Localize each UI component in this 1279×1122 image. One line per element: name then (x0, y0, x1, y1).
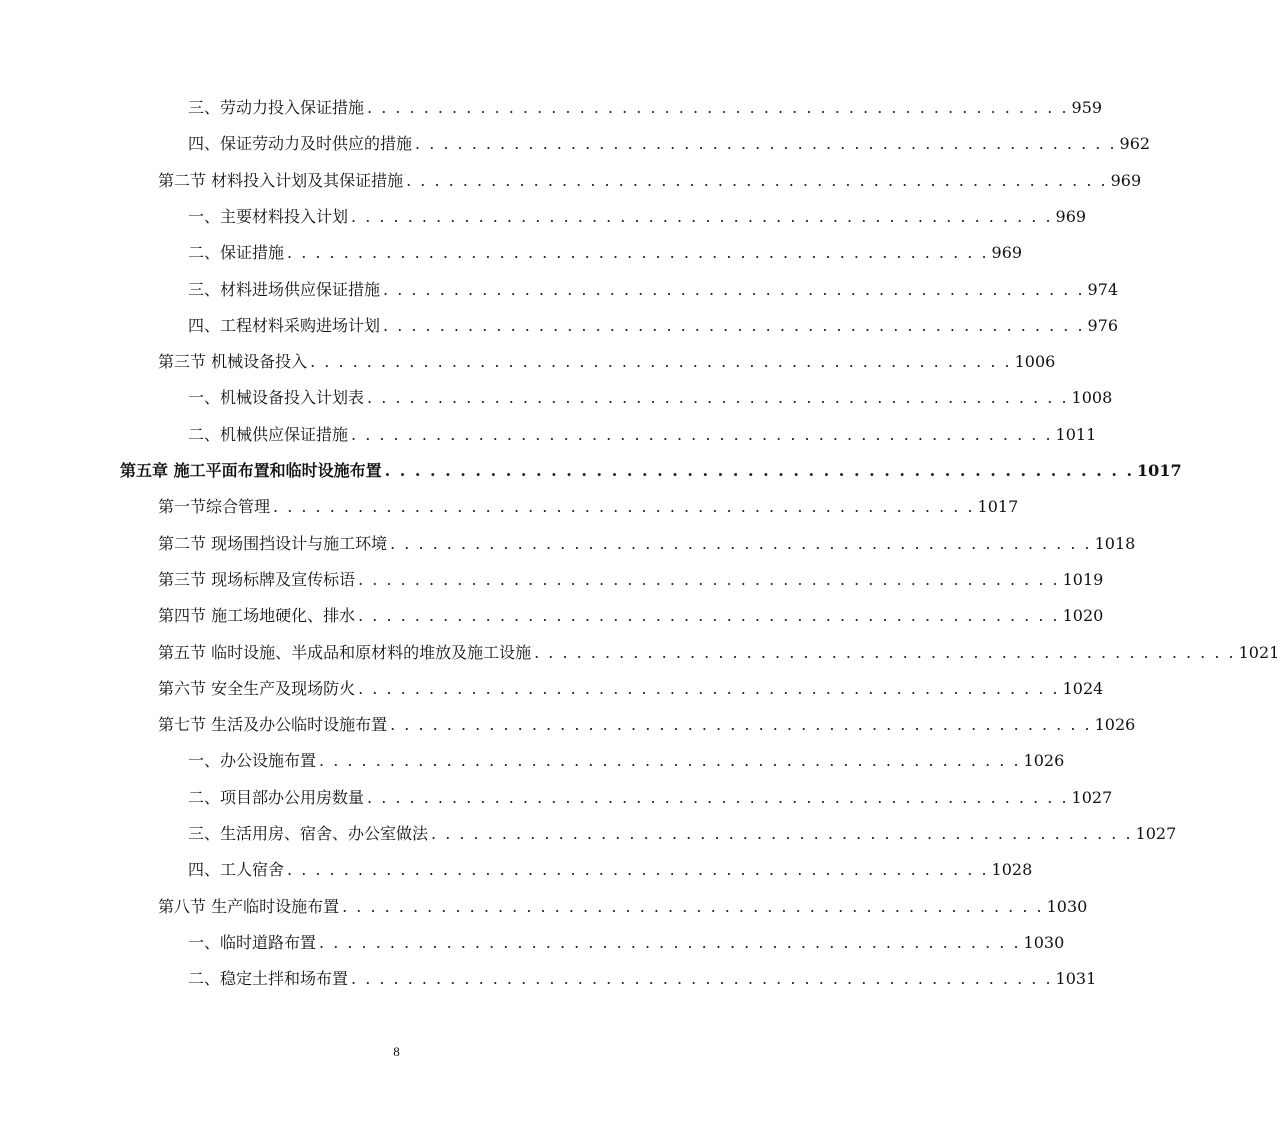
toc-entry-page: 1008 (1071, 388, 1113, 408)
toc-entry-title: 第七节 生活及办公临时设施布置 (158, 715, 388, 735)
toc-entry-page: 1024 (1062, 678, 1104, 698)
toc-entry-page: 976 (1087, 315, 1119, 335)
toc-entry-title: 四、工程材料采购进场计划 (188, 315, 381, 335)
toc-entry-page: 1017 (977, 497, 1019, 517)
toc-entry[interactable] (158, 344, 1056, 380)
toc-entry-title: 一、机械设备投入计划表 (188, 388, 365, 408)
toc-entry-page: 962 (1119, 134, 1151, 154)
toc-entry[interactable] (158, 489, 1019, 525)
toc-entry[interactable] (188, 743, 1065, 779)
toc-entry-page: 969 (1110, 170, 1142, 190)
toc-entry-title: 第六节 安全生产及现场防火 (158, 678, 356, 698)
dot-leader: . . . . . . . . . . . . . . . . . . . . . . . . . . . . . . . . . . . . . . . . . . . . . . . . . . (534, 642, 1236, 662)
toc-entry-page: 1031 (1055, 969, 1097, 989)
toc-entry-page: 974 (1087, 279, 1119, 299)
toc-entry-title: 第八节 生产临时设施布置 (158, 896, 340, 916)
dot-leader: . . . . . . . . . . . . . . . . . . . . . . . . . . . . . . . . . . . . . . . . . . . . . . . . . . (358, 569, 1060, 589)
dot-leader: . . . . . . . . . . . . . . . . . . . . . . . . . . . . . . . . . . . . . . . . . . . . . . . . . . (367, 98, 1069, 117)
toc-entry-title: 第二节 材料投入计划及其保证措施 (158, 170, 404, 190)
toc-entry-title: 第三节 机械设备投入 (158, 352, 308, 372)
toc-entry-page: 1021 (1238, 642, 1279, 662)
dot-leader: . . . . . . . . . . . . . . . . . . . . . . . . . . . . . . . . . . . . . . . . . . . . . . . . . . (390, 533, 1092, 553)
dot-leader: . . . . . . . . . . . . . . . . . . . . . . . . . . . . . . . . . . . . . . . . . . . . . . . . . . (358, 678, 1060, 698)
dot-leader: . . . . . . . . . . . . . . . . . . . . . . . . . . . . . . . . . . . . . . . . . . . . . . . . . . (384, 461, 1135, 480)
toc-entry[interactable] (158, 163, 1142, 199)
toc-entry[interactable] (158, 671, 1104, 707)
toc-entry-title: 一、主要材料投入计划 (188, 206, 349, 226)
dot-leader: . . . . . . . . . . . . . . . . . . . . . . . . . . . . . . . . . . . . . . . . . . . . . . . . . . (273, 497, 975, 517)
toc-entry[interactable] (188, 308, 1119, 344)
toc-entry[interactable] (188, 780, 1113, 816)
toc-entry-title: 一、办公设施布置 (188, 751, 317, 771)
toc-entry[interactable] (188, 126, 1151, 162)
toc-entry-title: 三、劳动力投入保证措施 (188, 98, 365, 117)
toc-entry-title: 二、机械供应保证措施 (188, 424, 349, 444)
dot-leader: . . . . . . . . . . . . . . . . . . . . . . . . . . . . . . . . . . . . . . . . . . . . . . . . . . (406, 170, 1108, 190)
toc-entry-page: 1026 (1094, 715, 1136, 735)
toc-entry-page: 1027 (1071, 787, 1113, 807)
toc-entry-page: 969 (1055, 206, 1087, 226)
dot-leader: . . . . . . . . . . . . . . . . . . . . . . . . . . . . . . . . . . . . . . . . . . . . . . . . . . (367, 787, 1069, 807)
toc-entry[interactable] (188, 235, 1023, 271)
dot-leader: . . . . . . . . . . . . . . . . . . . . . . . . . . . . . . . . . . . . . . . . . . . . . . . . . . (287, 860, 989, 880)
dot-leader: . . . . . . . . . . . . . . . . . . . . . . . . . . . . . . . . . . . . . . . . . . . . . . . . . . (383, 279, 1085, 299)
toc-entry[interactable] (158, 526, 1136, 562)
toc-entry-page: 969 (991, 243, 1023, 263)
toc-entry-title: 第四节 施工场地硬化、排水 (158, 606, 356, 626)
toc-entry-page: 1018 (1094, 533, 1136, 553)
toc-entry-title: 二、稳定土拌和场布置 (188, 969, 349, 989)
toc-entry-page: 1026 (1023, 751, 1065, 771)
toc-entry-title: 第二节 现场围挡设计与施工环境 (158, 533, 388, 553)
dot-leader: . . . . . . . . . . . . . . . . . . . . . . . . . . . . . . . . . . . . . . . . . . . . . . . . . . (351, 969, 1053, 989)
toc-entry[interactable] (120, 453, 1182, 489)
dot-leader: . . . . . . . . . . . . . . . . . . . . . . . . . . . . . . . . . . . . . . . . . . . . . . . . . . (390, 715, 1092, 735)
toc-entry-page: 1019 (1062, 569, 1104, 589)
toc-entry[interactable] (188, 961, 1097, 997)
toc-entry[interactable] (188, 925, 1065, 961)
toc-entry-page: 1028 (991, 860, 1033, 880)
toc-entry[interactable] (188, 272, 1119, 308)
toc-entry-page: 1027 (1135, 824, 1177, 843)
toc-entry-page: 1030 (1023, 932, 1065, 952)
dot-leader: . . . . . . . . . . . . . . . . . . . . . . . . . . . . . . . . . . . . . . . . . . . . . . . . . . (351, 424, 1053, 444)
dot-leader: . . . . . . . . . . . . . . . . . . . . . . . . . . . . . . . . . . . . . . . . . . . . . . . . . . (287, 243, 989, 263)
toc-entry-title: 四、保证劳动力及时供应的措施 (188, 134, 413, 154)
dot-leader: . . . . . . . . . . . . . . . . . . . . . . . . . . . . . . . . . . . . . . . . . . . . . . . . . . (319, 751, 1021, 771)
toc-entry-page: 1006 (1014, 352, 1056, 372)
toc-entry[interactable] (188, 816, 1177, 852)
toc-entry[interactable] (158, 562, 1104, 598)
toc-entry-title: 第五节 临时设施、半成品和原材料的堆放及施工设施 (158, 642, 532, 662)
toc-entry-title: 第三节 现场标牌及宣传标语 (158, 569, 356, 589)
toc-entry-title: 第五章 施工平面布置和临时设施布置 (120, 461, 382, 480)
toc-entry[interactable] (188, 199, 1087, 235)
toc-entry-title: 第一节综合管理 (158, 497, 271, 517)
toc-entry[interactable] (188, 417, 1097, 453)
toc-entry-page: 959 (1071, 98, 1103, 117)
toc-entry-title: 三、生活用房、宿舍、办公室做法 (188, 824, 429, 843)
dot-leader: . . . . . . . . . . . . . . . . . . . . . . . . . . . . . . . . . . . . . . . . . . . . . . . . . . (367, 388, 1069, 408)
dot-leader: . . . . . . . . . . . . . . . . . . . . . . . . . . . . . . . . . . . . . . . . . . . . . . . . . . (383, 315, 1085, 335)
toc-entry-page: 1020 (1062, 606, 1104, 626)
toc-entry[interactable] (158, 889, 1088, 925)
dot-leader: . . . . . . . . . . . . . . . . . . . . . . . . . . . . . . . . . . . . . . . . . . . . . . . . . . (310, 352, 1012, 372)
toc-entry-page: 1030 (1046, 896, 1088, 916)
toc-entry-page: 1011 (1055, 424, 1097, 444)
toc-entry[interactable] (158, 707, 1136, 743)
dot-leader: . . . . . . . . . . . . . . . . . . . . . . . . . . . . . . . . . . . . . . . . . . . . . . . . . . (358, 606, 1060, 626)
dot-leader: . . . . . . . . . . . . . . . . . . . . . . . . . . . . . . . . . . . . . . . . . . . . . . . . . . (319, 932, 1021, 952)
toc-entry[interactable] (158, 598, 1104, 634)
toc-entry-title: 二、保证措施 (188, 243, 285, 263)
toc-entry[interactable] (188, 380, 1113, 416)
toc-entry-title: 三、材料进场供应保证措施 (188, 279, 381, 299)
dot-leader: . . . . . . . . . . . . . . . . . . . . . . . . . . . . . . . . . . . . . . . . . . . . . . . . . . (351, 206, 1053, 226)
toc-entry[interactable] (188, 90, 1103, 126)
toc-entry-title: 四、工人宿舍 (188, 860, 285, 880)
toc-entry[interactable] (188, 852, 1033, 888)
dot-leader: . . . . . . . . . . . . . . . . . . . . . . . . . . . . . . . . . . . . . . . . . . . . . . . . . . (415, 134, 1117, 154)
toc-entry-title: 二、项目部办公用房数量 (188, 787, 365, 807)
dot-leader: . . . . . . . . . . . . . . . . . . . . . . . . . . . . . . . . . . . . . . . . . . . . . . . . . . (431, 824, 1133, 843)
toc-entry-page: 1017 (1137, 461, 1182, 480)
toc-entry-title: 一、临时道路布置 (188, 932, 317, 952)
page-number: 8 (393, 1044, 400, 1059)
toc-entry[interactable] (158, 635, 1279, 671)
dot-leader: . . . . . . . . . . . . . . . . . . . . . . . . . . . . . . . . . . . . . . . . . . . . . . . . . . (342, 896, 1044, 916)
